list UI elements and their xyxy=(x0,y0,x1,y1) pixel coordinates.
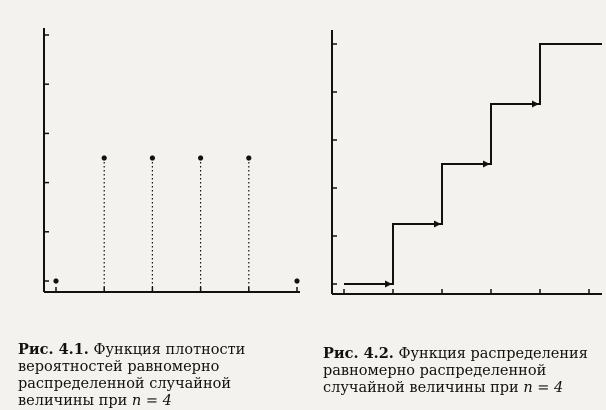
figure-4-2-label: Рис. 4.2. xyxy=(323,345,394,362)
distribution-function-chart xyxy=(332,30,602,294)
data-point xyxy=(102,155,107,160)
figure-4-1-text: Функция плотности вероятностей равномерно распределенной случайной величины при xyxy=(18,342,246,409)
figure-4-2-caption xyxy=(323,345,606,397)
figure-4-1-math: n = 4 xyxy=(131,393,172,409)
data-point xyxy=(246,155,251,160)
data-point xyxy=(198,155,203,160)
step-arrow-marker xyxy=(385,281,392,288)
data-point xyxy=(150,155,155,160)
step-arrow-marker xyxy=(483,161,490,168)
data-point xyxy=(294,278,299,283)
figure-4-2-math: n = 4 xyxy=(523,380,564,396)
step-arrow-marker xyxy=(532,101,539,108)
step-series-line xyxy=(344,44,602,284)
figure-4-1-label: Рис. 4.1. xyxy=(18,341,89,358)
data-point xyxy=(53,278,58,283)
figure-4-2-text: Функция распределения равномерно распределенной случайной величины при xyxy=(323,346,588,396)
probability-density-chart xyxy=(44,28,300,292)
step-arrow-marker xyxy=(434,221,441,228)
figure-4-1-caption xyxy=(18,341,303,410)
